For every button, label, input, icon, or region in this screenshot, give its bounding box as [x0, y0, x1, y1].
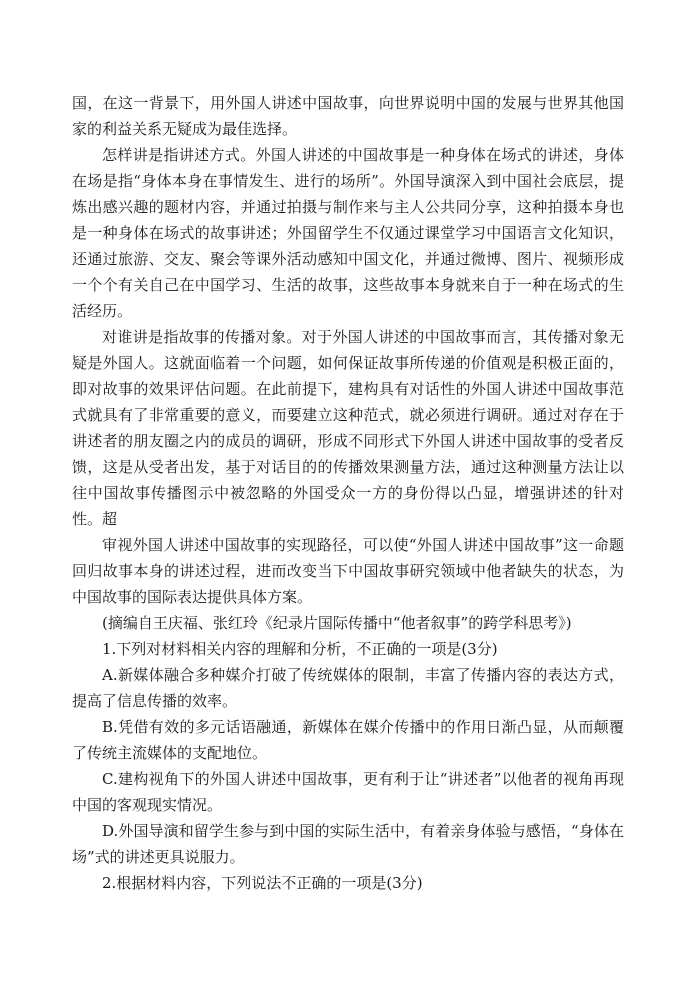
- paragraph-conclusion: 审视外国人讲述中国故事的实现路径，可以使“外国人讲述中国故事”这一命题回归故事本身的讲述过程，进而改变当下中国故事研究领域中他者缺失的状态，为中国故事的国际表达提供具体方案。: [72, 536, 624, 606]
- paragraph-continuation: 国，在这一背景下，用外国人讲述中国故事，向世界说明中国的发展与世界其他国家的利益关系无疑成为最佳选择。: [72, 94, 624, 138]
- source-citation: (摘编自王庆福、张红玲《纪录片国际传播中“他者叙事”的跨学科思考》): [102, 614, 572, 632]
- question-1-option-c: C.建构视角下的外国人讲述中国故事，更有利于让“讲述者”以他者的视角再现中国的客观现实情况。: [72, 770, 624, 814]
- document-page: [72, 90, 624, 896]
- question-1-option-a: A.新媒体融合多种媒介打破了传统媒体的限制，丰富了传播内容的表达方式，提高了信息传播的效率。: [72, 666, 624, 710]
- paragraph-how-to-tell: 怎样讲是指讲述方式。外国人讲述的中国故事是一种身体在场式的讲述，身体在场是指“身体本身在事情发生、进行的场所”。外国导演深入到中国社会底层，提炼出感兴趣的题材内容，并通过拍摄与制作来与主人公共同分享，这种拍摄本身也是一种身体在场式的故事讲述；外国留学生不仅通过课堂学习中国语言文化知识，还通过旅游、交友、聚会等课外活动感知中国文化，并通过微博、图片、视频形成一个个有关自己在中国学习、生活的故事，这些故事本身就来自于一种在场式的生活经历。: [72, 146, 624, 320]
- question-2: 2.根据材料内容，下列说法不正确的一项是(3分): [102, 874, 423, 892]
- paragraph-to-whom: 对谁讲是指故事的传播对象。对于外国人讲述的中国故事而言，其传播对象无疑是外国人。这就面临着一个问题，如何保证故事所传递的价值观是积极正面的，即对故事的效果评估问题。在此前提下，建构具有对话性的外国人讲述中国故事范式就具有了非常重要的意义，而要建立这种范式，就必须进行调研。通过对存在于讲述者的朋友圈之内的成员的调研，形成不同形式下外国人讲述中国故事的受者反馈，这是从受者出发，基于对话目的的传播效果测量方法，通过这种测量方法让以往中国故事传播图示中被忽略的外国受众一方的身份得以凸显，增强讲述的针对性。超: [72, 328, 624, 528]
- question-1-option-d: D.外国导演和留学生参与到中国的实际生活中，有着亲身体验与感悟，“身体在场”式的讲述更具说服力。: [72, 822, 624, 866]
- question-1: 1.下列对材料相关内容的理解和分析，不正确的一项是(3分): [102, 640, 498, 658]
- question-1-option-b: B.凭借有效的多元话语融通，新媒体在媒介传播中的作用日渐凸显，从而颠覆了传统主流媒体的支配地位。: [72, 718, 624, 762]
